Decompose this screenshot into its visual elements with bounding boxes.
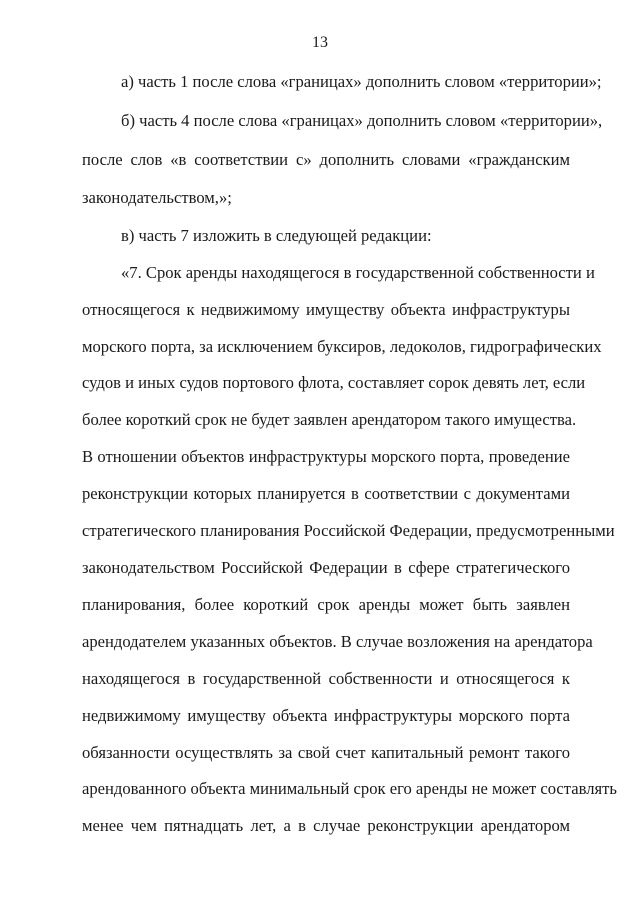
text-line: находящегося в государственной собственности и относящегося к <box>82 669 570 688</box>
text-line: после слов «в соответствии с» дополнить словами «гражданским <box>82 150 570 169</box>
text-line: относящегося к недвижимому имуществу объекта инфраструктуры <box>82 300 570 319</box>
text-line: арендованного объекта минимальный срок его аренды не может составлять <box>82 779 617 798</box>
text-line: б) часть 4 после слова «границах» дополнить словом «территории», <box>121 111 603 130</box>
text-line: обязанности осуществлять за свой счет капитальный ремонт такого <box>82 743 570 762</box>
text-line: судов и иных судов портового флота, составляет сорок девять лет, если <box>82 373 586 392</box>
page-number: 13 <box>312 34 328 51</box>
text-line: законодательством Российской Федерации в сфере стратегического <box>82 558 570 577</box>
text-line: реконструкции которых планируется в соответствии с документами <box>82 484 570 503</box>
text-line: морского порта, за исключением буксиров, ледоколов, гидрографических <box>82 337 602 356</box>
text-line: «7. Срок аренды находящегося в государственной собственности и <box>121 263 595 282</box>
text-line: планирования, более короткий срок аренды может быть заявлен <box>82 595 570 614</box>
text-line: В отношении объектов инфраструктуры морского порта, проведение <box>82 447 570 466</box>
text-line: менее чем пятнадцать лет, а в случае реконструкции арендатором <box>82 816 570 835</box>
text-line: более короткий срок не будет заявлен арендатором такого имущества. <box>82 410 577 429</box>
text-line: а) часть 1 после слова «границах» дополнить словом «территории»; <box>121 72 602 91</box>
text-line: стратегического планирования Российской Федерации, предусмотренными <box>82 521 615 540</box>
text-line: недвижимому имуществу объекта инфраструктуры морского порта <box>82 706 570 725</box>
text-line: в) часть 7 изложить в следующей редакции: <box>121 226 432 245</box>
text-line: законодательством,»; <box>82 188 232 207</box>
text-line: арендодателем указанных объектов. В случае возложения на арендатора <box>82 632 593 651</box>
